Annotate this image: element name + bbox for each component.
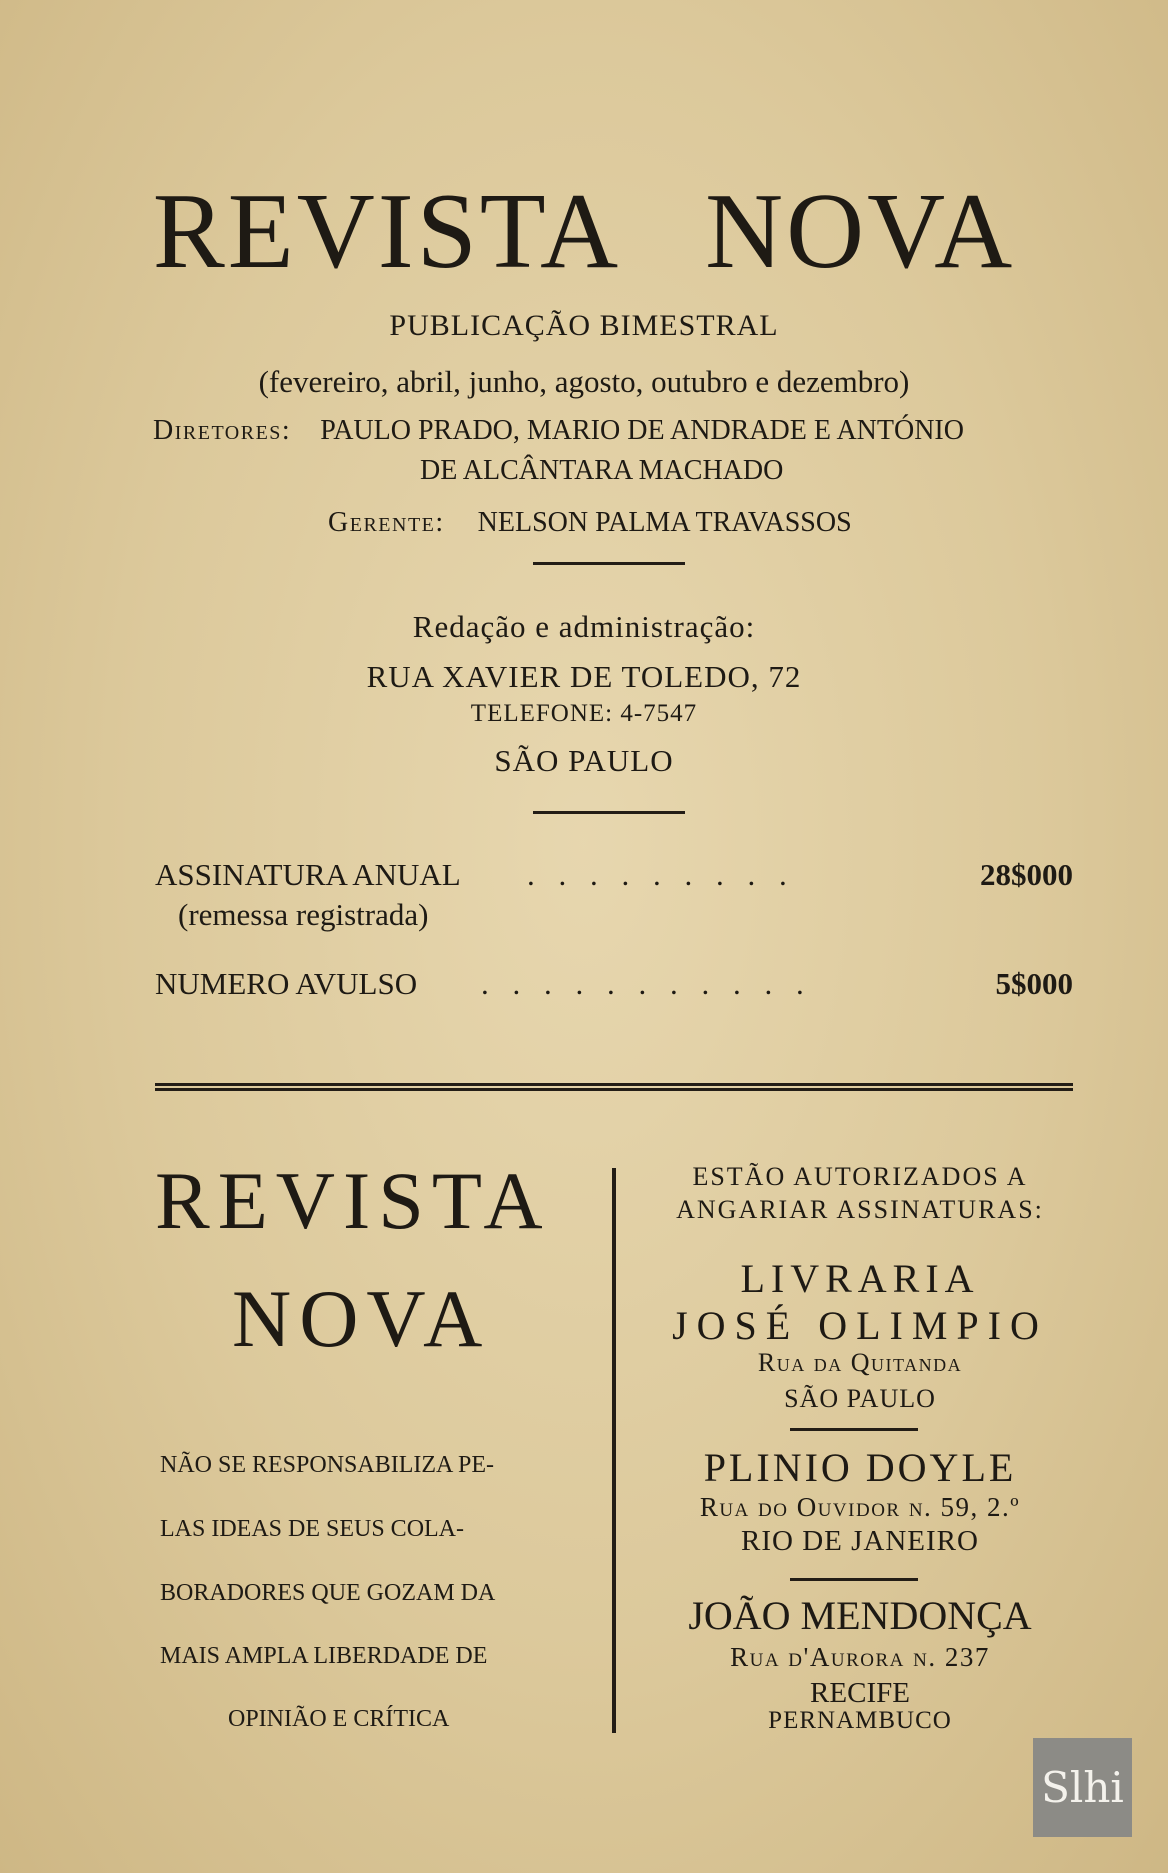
annual-note: (remessa registrada): [178, 897, 429, 932]
left-title-line2: NOVA: [232, 1273, 491, 1364]
directors-label: Diretores:: [153, 415, 292, 446]
divider-agents-2: [790, 1578, 918, 1581]
agent2-name: PLINIO DOYLE: [703, 1445, 1017, 1490]
single-price: 5$000: [995, 966, 1073, 1001]
agent2-city: RIO DE JANEIRO: [741, 1525, 979, 1557]
address-label: Redação e administração:: [412, 609, 756, 644]
column-divider: [612, 1168, 616, 1733]
directors-line: [153, 415, 964, 447]
directors-names-cont: DE ALCÂNTARA MACHADO: [420, 455, 784, 486]
agent3-state: PERNAMBUCO: [768, 1707, 952, 1734]
agents-intro-line2: ANGARIAR ASSINATURAS:: [676, 1195, 1044, 1224]
address-phone: TELEFONE: 4-7547: [470, 700, 698, 727]
agent3-city: RECIFE: [810, 1677, 910, 1709]
library-logo: Slhi: [1033, 1738, 1132, 1837]
manager-line: [328, 507, 852, 539]
annual-price: 28$000: [980, 857, 1073, 892]
divider-2: [533, 811, 685, 814]
disclaimer-line2: LAS IDEAS DE SEUS COLA-: [160, 1516, 465, 1542]
magazine-title: REVISTA NOVA: [152, 172, 1016, 291]
agent3-name: JOÃO MENDONÇA: [688, 1593, 1032, 1638]
manager-label: Gerente:: [328, 507, 445, 538]
manager-name: NELSON PALMA TRAVASSOS: [477, 507, 852, 538]
divider-agents-1: [790, 1428, 918, 1431]
agent1-line1: LIVRARIA: [740, 1256, 980, 1301]
single-issue-row: [155, 966, 1073, 1002]
agent3-street: Rua d'Aurora n. 237: [730, 1642, 990, 1672]
directors-names: PAULO PRADO, MARIO DE ANDRADE E ANTÓNIO: [320, 415, 964, 446]
annual-subscription-row: [155, 857, 1073, 893]
agent1-city: SÃO PAULO: [784, 1384, 936, 1413]
left-title-line1: REVISTA: [155, 1155, 551, 1246]
single-dots: . . . . . . . . . . .: [481, 966, 812, 1001]
single-label: NUMERO AVULSO: [155, 966, 418, 1001]
agents-intro-line1: ESTÃO AUTORIZADOS A: [692, 1162, 1028, 1191]
disclaimer-line1: NÃO SE RESPONSABILIZA PE-: [160, 1452, 495, 1478]
double-rule: [155, 1083, 1073, 1091]
publication-months: (fevereiro, abril, junho, agosto, outubro e dezembro): [258, 364, 910, 399]
address-city: SÃO PAULO: [494, 743, 674, 778]
divider-1: [533, 562, 685, 565]
agent1-street: Rua da Quitanda: [757, 1348, 963, 1377]
annual-label: ASSINATURA ANUAL: [155, 857, 461, 892]
disclaimer-line3: BORADORES QUE GOZAM DA: [160, 1580, 496, 1606]
publication-frequency: PUBLICAÇÃO BIMESTRAL: [389, 309, 779, 342]
annual-dots: . . . . . . . . .: [527, 857, 795, 892]
disclaimer-line4: MAIS AMPLA LIBERDADE DE: [160, 1643, 488, 1669]
disclaimer-line5: OPINIÃO E CRÍTICA: [228, 1706, 450, 1732]
address-street: RUA XAVIER DE TOLEDO, 72: [366, 659, 802, 694]
agent1-line2: JOSÉ OLIMPIO: [672, 1303, 1048, 1348]
agent2-street: Rua do Ouvidor n. 59, 2.º: [699, 1492, 1021, 1522]
